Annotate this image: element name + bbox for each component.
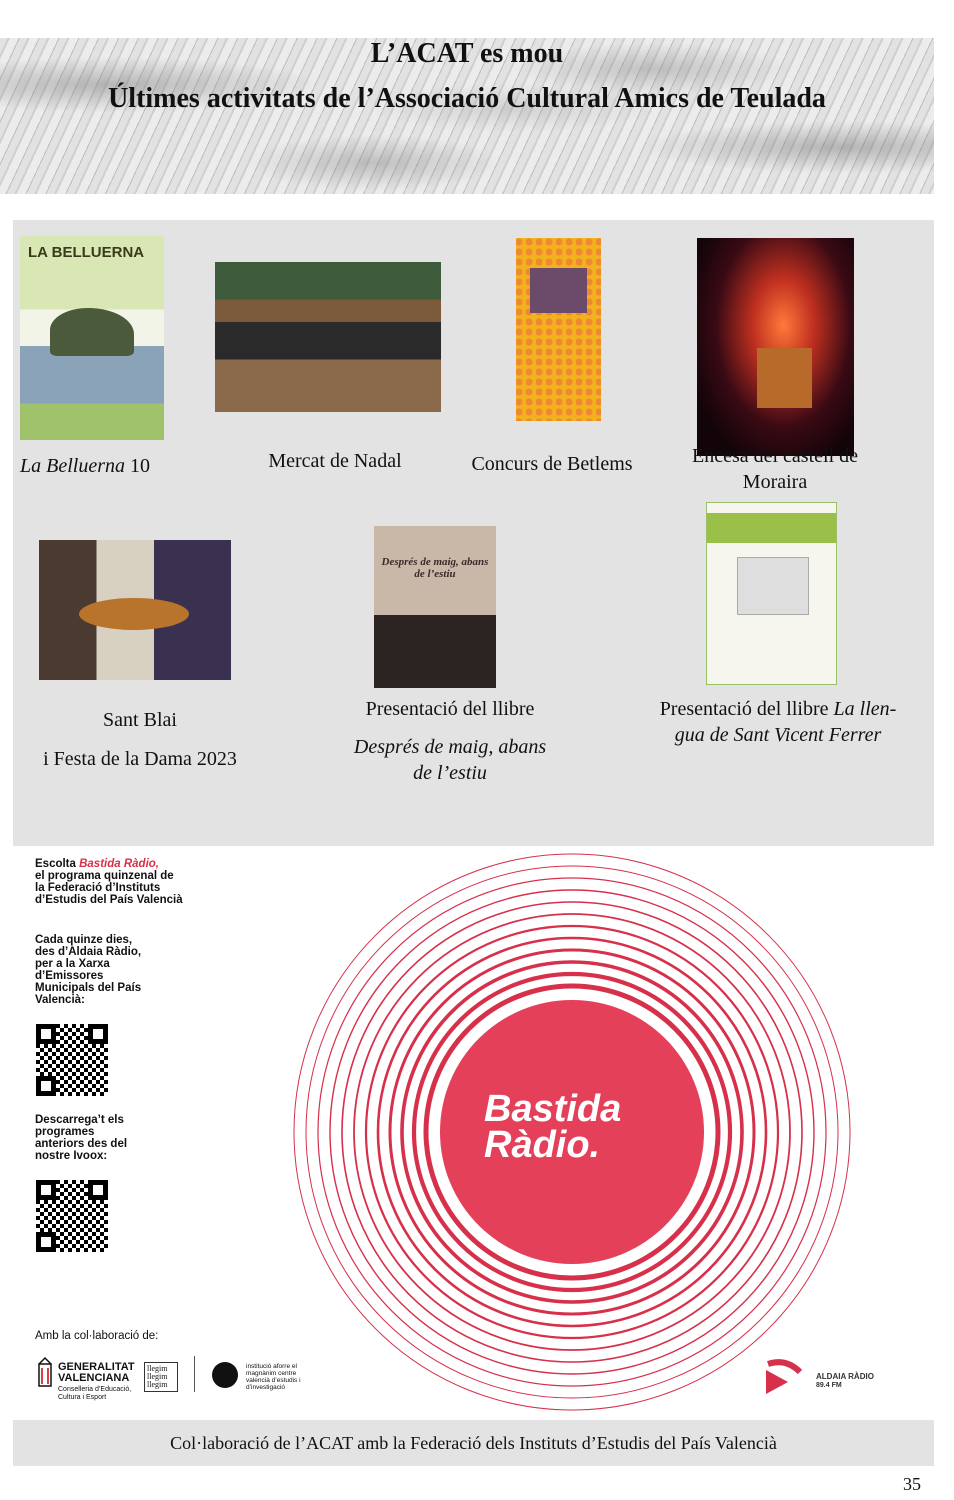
generalitat-sub: Conselleria d’Educació, Cultura i Esport <box>58 1386 132 1401</box>
poster-book <box>737 557 809 615</box>
poster-band <box>707 513 836 543</box>
generalitat-name: GENERALITAT VALENCIANA <box>58 1361 135 1384</box>
caption-mercat: Mercat de Nadal <box>268 450 402 472</box>
page-subtitle: Últimes activitats de l’Associació Cultural Amics de Teulada <box>108 83 826 114</box>
presentacio-poster <box>374 526 496 688</box>
footer-text: Col·laboració de l’ACAT amb la Federació dels Instituts d’Estudis del País Valencià <box>170 1433 777 1453</box>
poster-title: Després de maig, abans de l’estiu <box>381 556 489 580</box>
caption-sant-blai-1: Sant Blai <box>103 709 177 731</box>
page-number: 35 <box>903 1474 921 1494</box>
caption-presentacio-1-title: Després de maig, abans de l’estiu <box>353 736 547 784</box>
caption-encesa: Encesa del castell de Moraira <box>691 445 859 493</box>
island-shape <box>50 308 134 356</box>
mercat-photo <box>215 262 441 412</box>
ad-collab: Amb la col·laboració de: <box>35 1330 159 1342</box>
aldaia-frequency: 89.4 FM <box>816 1382 842 1389</box>
institucio-logo-icon <box>212 1362 238 1388</box>
qr-code-ivoox[interactable] <box>36 1180 108 1252</box>
castle-tower <box>757 348 812 408</box>
generalitat-crest-icon <box>36 1356 54 1392</box>
aldaia-radio-play-icon <box>752 1356 808 1396</box>
logo-divider <box>194 1356 195 1392</box>
belluerna-logo: LA BELLUERNA <box>28 244 145 261</box>
ad-intro: Escolta Bastida Ràdio, el programa quinzenal de la Federació d’Instituts d’Estudis del País Valencià <box>35 858 183 906</box>
institucio-name: institució aforre el magnànim centre valencià d’estudis i d’investigació <box>246 1363 301 1391</box>
ad-download: Descarrega’t els programes anteriors des del nostre Ivoox: <box>35 1114 128 1162</box>
sant-blai-photo <box>39 540 231 680</box>
caption-presentacio-2: Presentació del llibre La llen- gua de Sant Vicent Ferrer <box>659 698 897 746</box>
caption-sant-blai-2: i Festa de la Dama 2023 <box>43 748 237 770</box>
llegim-logo: llegim llegim llegim <box>144 1362 178 1392</box>
belluerna-cover-image <box>20 236 164 440</box>
poster-picture <box>530 268 587 313</box>
llengua-poster <box>706 502 837 685</box>
castell-photo <box>697 238 854 456</box>
bastida-logo-line1: Bastida <box>484 1088 622 1130</box>
concurs-poster <box>516 238 601 421</box>
bastida-logo-line2: Ràdio. <box>484 1124 601 1166</box>
caption-belluerna: La Belluerna 10 <box>20 455 150 477</box>
aldaia-name: ALDAIA RÀDIO <box>816 1372 874 1381</box>
bread-shape <box>79 598 189 630</box>
ad-schedule: Cada quinze dies, des d’Aldaia Ràdio, per a la Xarxa d’Emissores Municipals del País Valencià: <box>35 934 142 1006</box>
page-title: L’ACAT es mou <box>370 38 564 69</box>
qr-code-radio[interactable] <box>36 1024 108 1096</box>
caption-concurs: Concurs de Betlems <box>471 453 633 475</box>
caption-presentacio-1: Presentació del llibre <box>365 698 535 720</box>
